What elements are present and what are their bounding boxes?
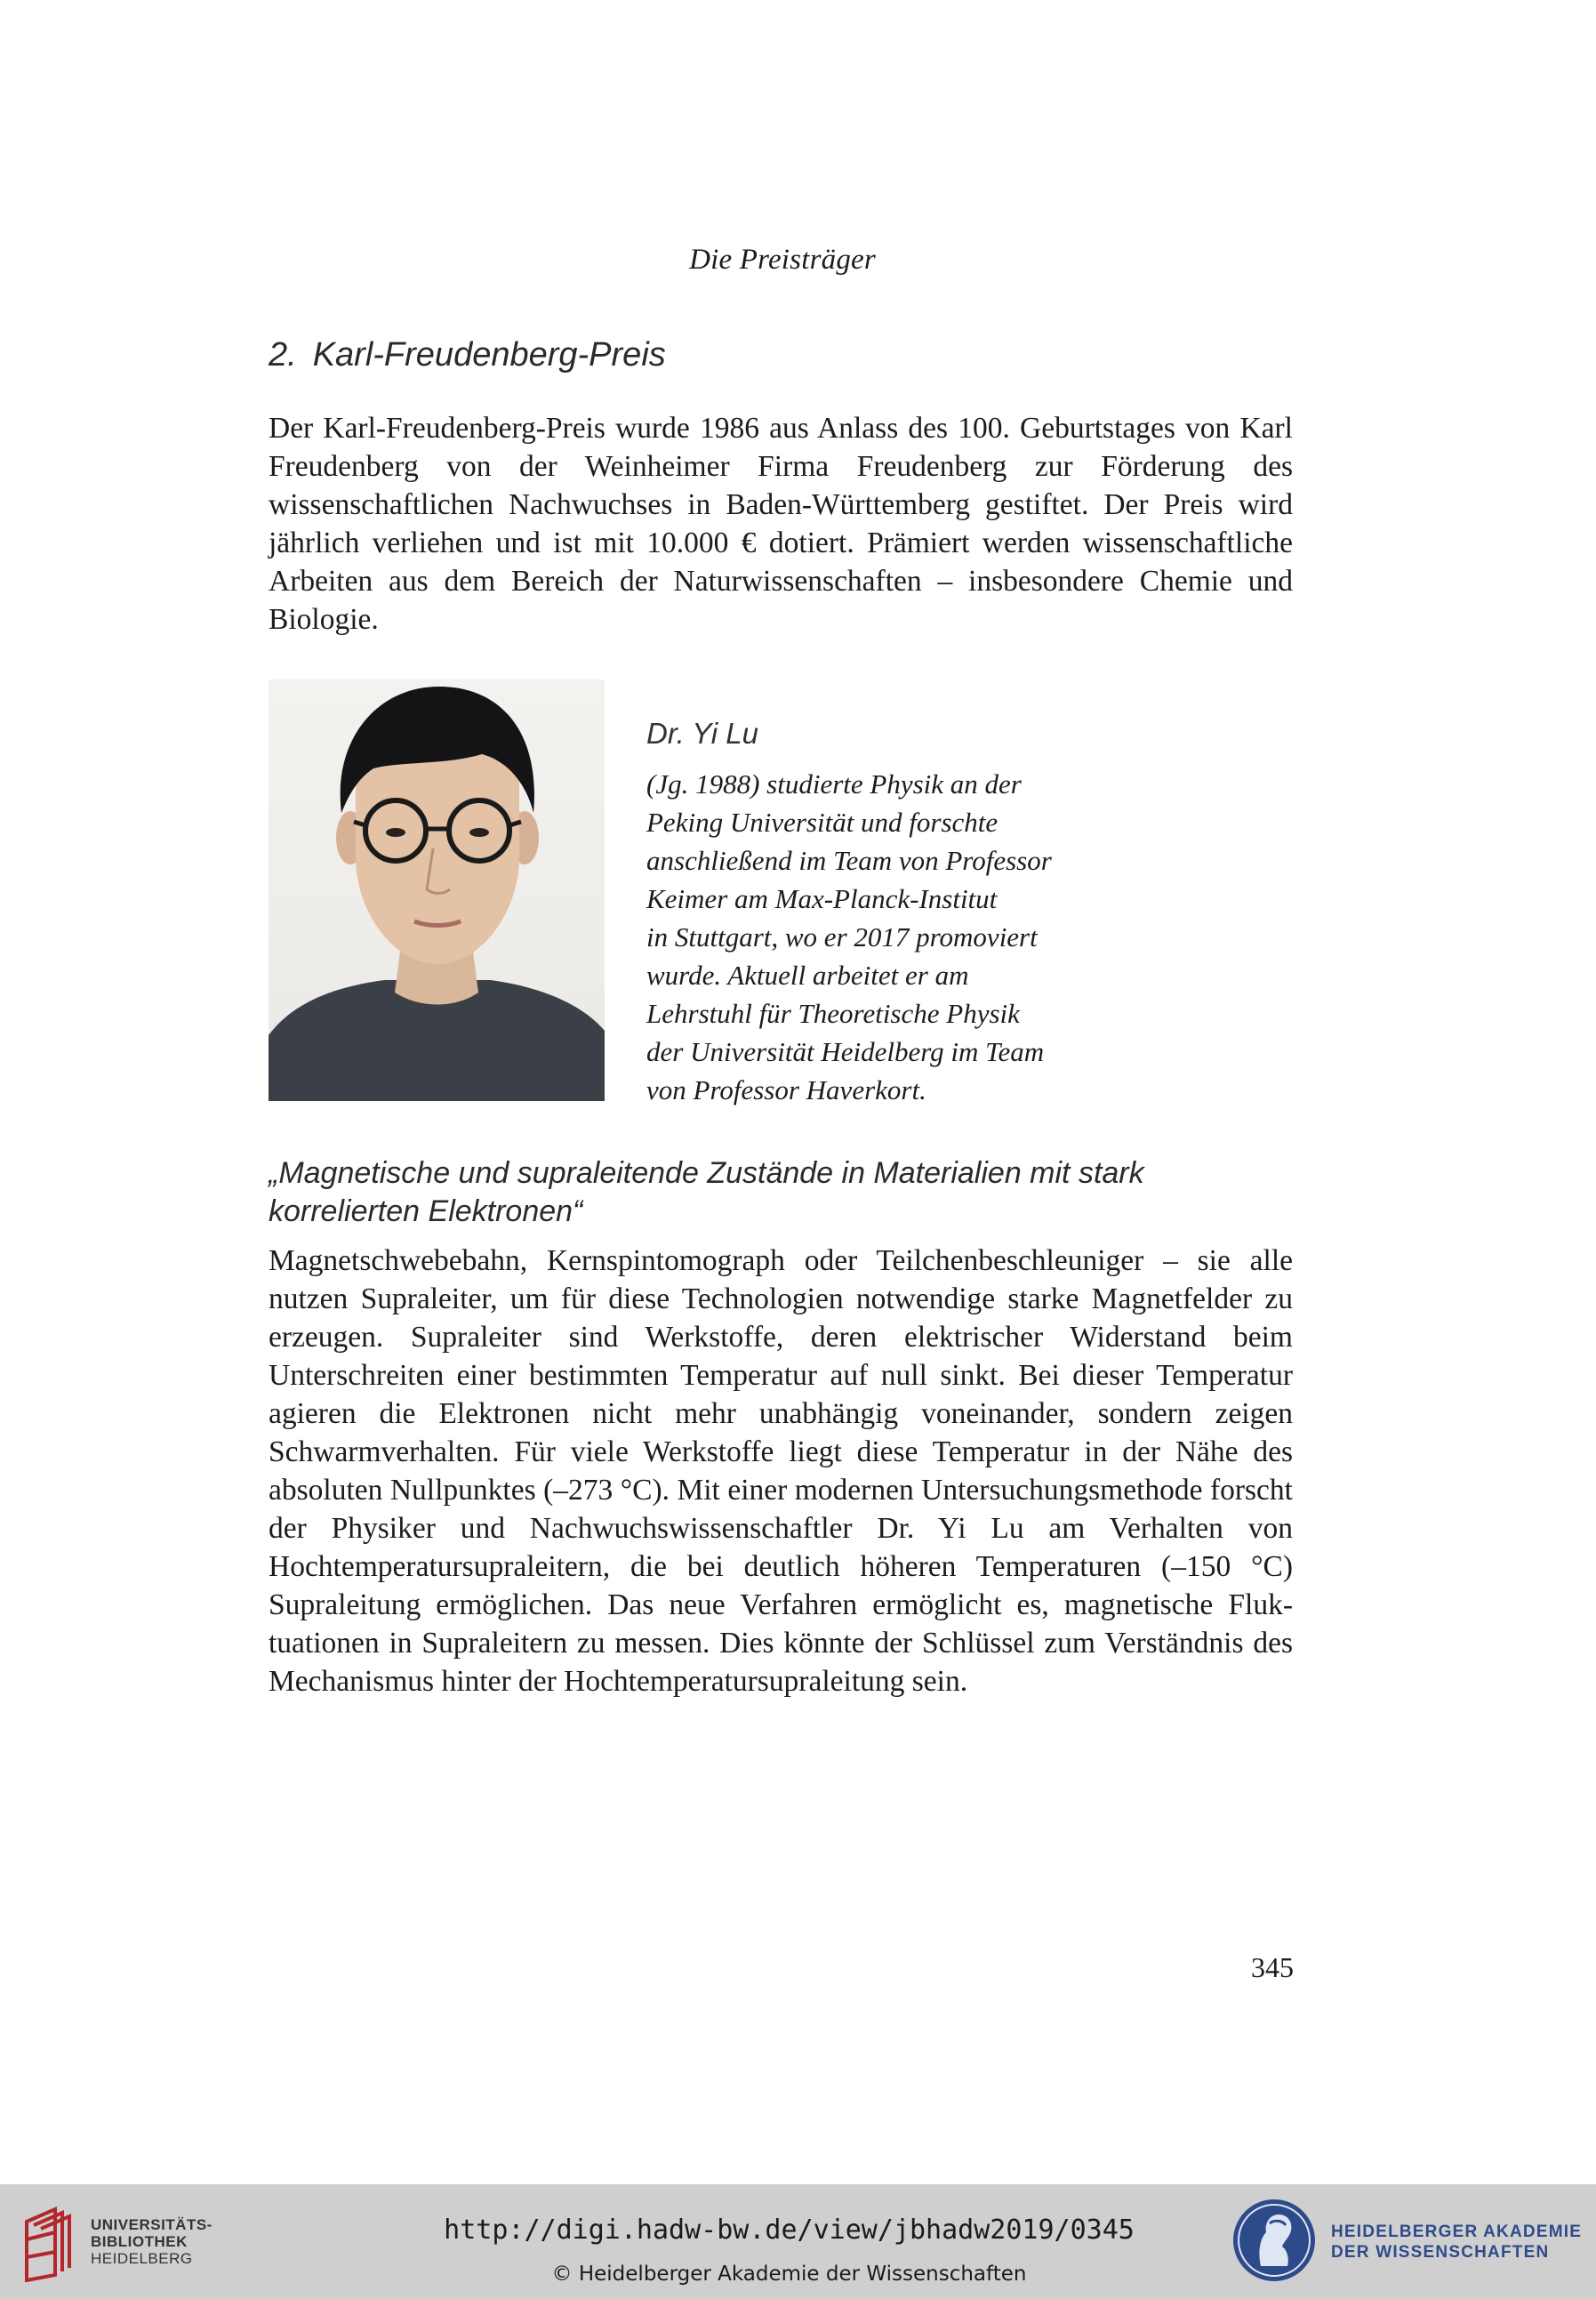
academy-name xyxy=(1331,2222,1582,2263)
project-description: Magnetschwebebahn, Kernspintomograph oder Teilchenbeschleuniger – sie alle nutzen Supraleiter, um für diese Technologien notwendige starke Magnetfelder zu erzeugen. Supraleiter sind Werkstoffe, deren elektrischer Widerstand beim Unterschreiten einer bestimmten Temperatur auf null sinkt. Bei dieser Temperatur agieren die Elektronen nicht mehr unabhängig voneinander, sondern zeigen Schwarmverhalten. Für viele Werkstoffe liegt diese Temperatur in der Nähe des absoluten Nullpunktes (–273 °C). Mit einer modernen Untersuchungsmethode forscht der Physiker und Nachwuchswissenschaftler Dr. Yi Lu am Verhalten von Hochtemperatursupraleitern, die bei deutlich höheren Temperaturen (–150 °C) Supraleitung ermöglichen. Das neue Verfahren ermöglicht es, magnetische Fluktuationen in Supraleitern zu messen. Dies könnte der Schlüssel zum Verständnis des Mechanismus hinter der Hochtemperatursupraleitung sein. xyxy=(269,1244,1293,1698)
permalink-url[interactable]: http://digi.hadw-bw.de/view/jbhadw2019/0345 xyxy=(444,2215,1135,2246)
portrait-photo xyxy=(269,679,605,1101)
bio-line: Lehrstuhl für Theoretische Physik xyxy=(646,998,1020,1029)
intro-paragraph: Der Karl-Freudenberg-Preis wurde 1986 aus Anlass des 100. Geburtstages von Karl Freudenberg von der Weinheimer Firma Freudenberg zur Förderung des wissenschaftlichen Nachwuchses in Baden-Württemberg gestiftet. Der Preis wird jährlich verliehen und ist mit 10.000 € dotiert. Prämiert werden wissenschaftliche Arbeiten aus dem Bereich der Naturwissenschaften – insbesondere Chemie und Biologie. xyxy=(269,412,1293,636)
section-heading xyxy=(269,336,666,374)
section-title: Karl-Freudenberg-Preis xyxy=(312,336,666,374)
bio-line: anschließend im Team von Professor xyxy=(646,845,1052,876)
section-number: 2. xyxy=(269,336,297,374)
winner-bio xyxy=(646,765,1073,1109)
bio-line: Keimer am Max-Planck-Institut xyxy=(646,883,998,914)
library-line: HEIDELBERG xyxy=(91,2250,193,2267)
copyright-notice: © Heidelberger Akademie der Wissenschaften xyxy=(551,2263,1027,2286)
winner-name: Dr. Yi Lu xyxy=(646,717,758,750)
academy-line: DER WISSENSCHAFTEN xyxy=(1331,2243,1550,2262)
bio-line: (Jg. 1988) studierte Physik an der xyxy=(646,768,1022,800)
library-line: UNIVERSITÄTS- xyxy=(91,2216,213,2233)
bio-line: in Stuttgart, wo er 2017 promoviert xyxy=(646,921,1038,953)
academy-seal-icon[interactable] xyxy=(1231,2197,1318,2284)
bio-line: der Universität Heidelberg im Team xyxy=(646,1036,1045,1067)
project-title xyxy=(269,1154,1300,1231)
academy-line: HEIDELBERGER AKADEMIE xyxy=(1331,2223,1583,2241)
bio-line: Peking Universität und forschte xyxy=(646,807,999,838)
running-head: Die Preisträger xyxy=(689,244,876,276)
page-number: 345 xyxy=(1251,1951,1294,1983)
bio-line: wurde. Aktuell arbeitet er am xyxy=(646,960,969,991)
footer-bar xyxy=(0,2184,1596,2299)
bio-line: von Professor Haverkort. xyxy=(646,1074,926,1105)
project-title-line: „Magnetische und supraleitende Zustände in Materialien mit stark xyxy=(269,1156,1144,1190)
project-title-line: korrelierten Elektronen“ xyxy=(269,1194,583,1228)
library-line: BIBLIOTHEK xyxy=(91,2233,188,2250)
